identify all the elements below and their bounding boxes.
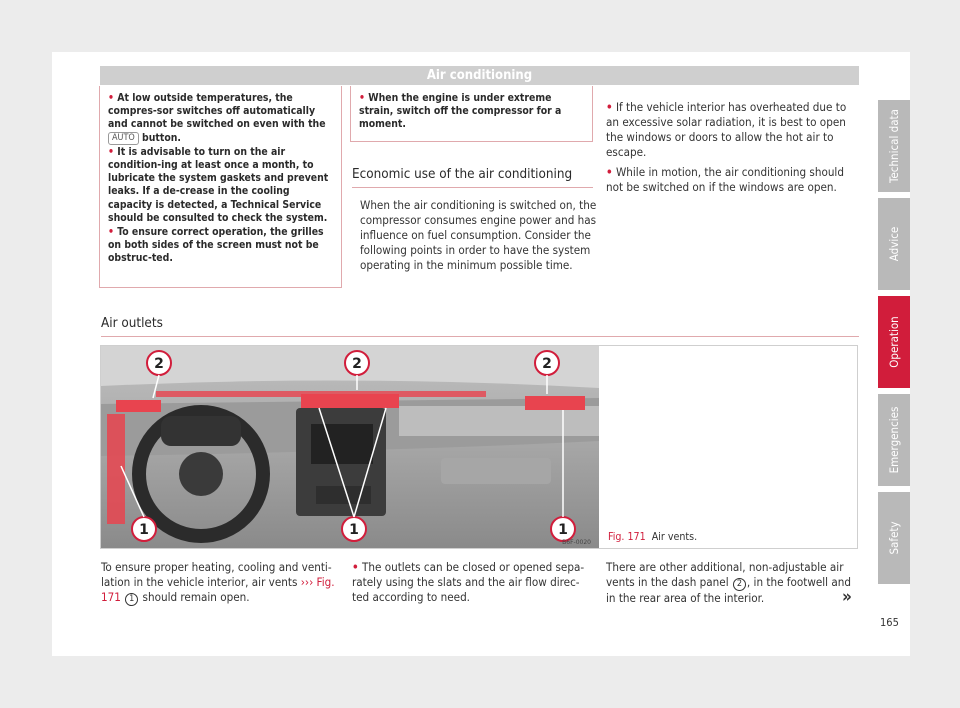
- bottom-col-3: There are other additional, non-adjustable air vents in the dash panel 2 , in the footwell and in the rear area of the interior.: [606, 560, 851, 605]
- tab-operation[interactable]: Operation: [878, 296, 910, 388]
- callout-1: 1: [139, 522, 149, 538]
- callout-ref-1: 1: [125, 593, 138, 606]
- dashboard-photo: [101, 346, 599, 548]
- bullet-icon: •: [606, 100, 613, 114]
- figure-reference-link[interactable]: ››› Fig. 171: [101, 575, 335, 604]
- callout-2: 2: [542, 356, 552, 372]
- col3-item-1: • If the vehicle interior has overheated due to an excessive solar radiation, it is best to open the windows or doors to allow the hot air to escape.: [606, 100, 847, 159]
- bullet-icon: •: [352, 560, 359, 574]
- callout-ref-2: 2: [733, 578, 746, 591]
- bullet-icon: •: [606, 165, 613, 179]
- warning-box-2: • When the engine is under extreme strain, switch off the compressor for a moment.: [350, 86, 593, 142]
- col3-item-2: • While in motion, the air conditioning should not be switched on if the windows are open.: [606, 165, 844, 194]
- auto-key-icon: AUTO: [108, 132, 139, 145]
- page-number: 165: [880, 616, 899, 629]
- heading-divider: [101, 336, 859, 337]
- section-heading-air-outlets: Air outlets: [101, 316, 163, 331]
- tab-emergencies[interactable]: Emergencies: [878, 394, 910, 486]
- figure-label: Fig. 171: [608, 531, 646, 543]
- callout-1: 1: [558, 522, 568, 538]
- tab-advice[interactable]: Advice: [878, 198, 910, 290]
- box1-item-3: • To ensure correct operation, the grilles on both sides of the screen must not be obstruc-ted.: [108, 226, 324, 265]
- box1-item-2: • It is advisable to turn on the air condition-ing at least once a month, to lubricate the system gaskets and prevent leaks. If a de-crease in the cooling capacity is detected, a Technical Service should be consulted to check the system.: [108, 145, 329, 224]
- bottom-col-1: To ensure proper heating, cooling and venti-lation in the vehicle interior, air vents ››› Fig. 171 1 should remain open.: [101, 560, 335, 604]
- continue-arrow-icon: »: [842, 587, 852, 607]
- page-header: Air conditioning: [100, 66, 859, 85]
- bullet-icon: •: [108, 92, 114, 104]
- dashboard-illustration: [101, 346, 599, 548]
- section-heading-economic-use: Economic use of the air conditioning: [352, 167, 573, 182]
- bullet-icon: •: [108, 226, 114, 239]
- box1-item-1: • At low outside temperatures, the compres-sor switches off automatically and cannot be switched on even with the AUTO button.: [108, 92, 326, 144]
- bullet-icon: •: [108, 145, 114, 158]
- economic-use-text: When the air conditioning is switched on, the compressor consumes engine power and has influence on fuel consumption. Consider the following points in order to have the system operating in the minimum possible time.: [360, 198, 597, 272]
- tab-safety[interactable]: Safety: [878, 492, 910, 584]
- tab-technical-data[interactable]: Technical data: [878, 100, 910, 192]
- callout-1: 1: [349, 522, 359, 538]
- figure-code: B6F-0020: [562, 539, 591, 546]
- callout-2: 2: [352, 356, 362, 372]
- bottom-col-2: • The outlets can be closed or opened sepa-rately using the slats and the air flow direc-ted according to need.: [352, 560, 585, 604]
- warning-box-1: [99, 86, 342, 288]
- heading-divider: [352, 187, 593, 188]
- figure-caption: Fig. 171 Air vents.: [608, 531, 698, 543]
- callout-2: 2: [154, 356, 164, 372]
- bullet-icon: •: [359, 92, 365, 104]
